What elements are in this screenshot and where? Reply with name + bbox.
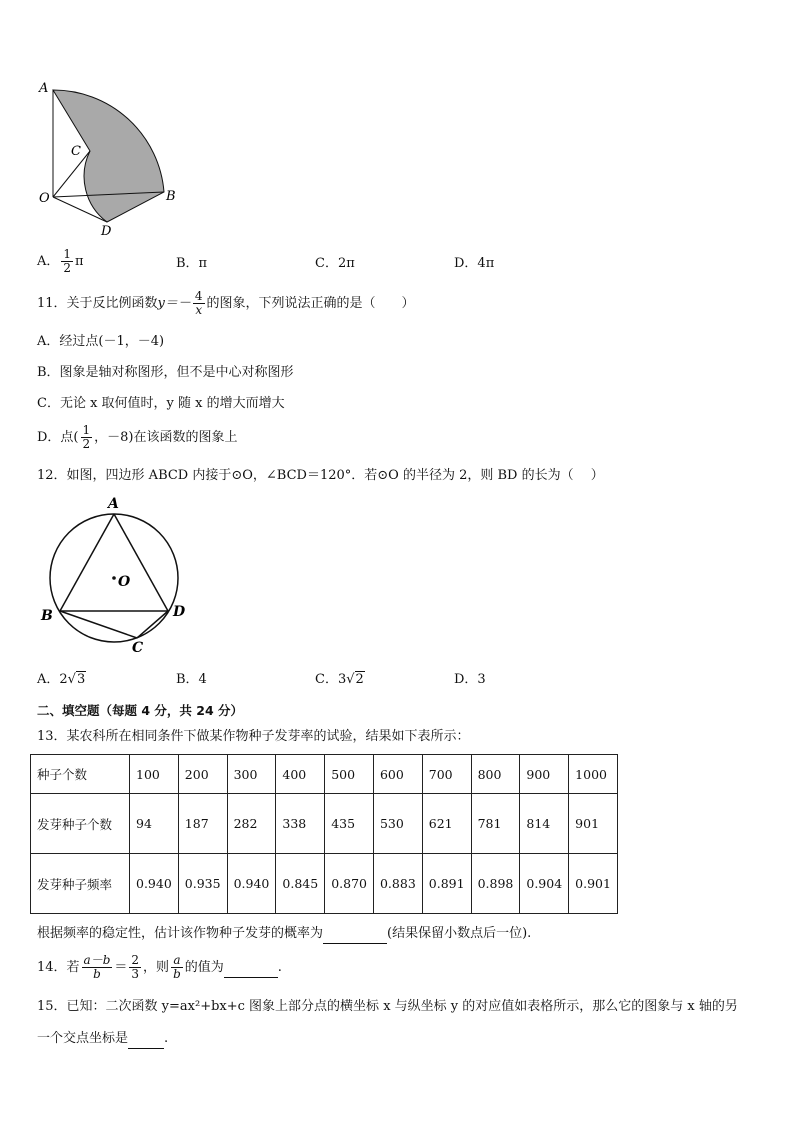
sector-figure	[36, 80, 186, 240]
label-A: A	[108, 496, 119, 512]
row-header: 发芽种子个数	[31, 794, 130, 854]
label-C: C	[132, 640, 144, 656]
label-O: O	[39, 191, 50, 206]
label-A: A	[39, 81, 49, 96]
label-O: O	[118, 574, 131, 590]
germination-table	[30, 754, 618, 914]
q15-line2: 一个交点坐标是 .	[37, 1030, 168, 1049]
answer-blank[interactable]	[224, 959, 278, 978]
q12-stem: 12．如图，四边形 ABCD 内接于⊙O，∠BCD＝120°．若⊙O 的半径为 2，则 BD 的长为（ ）	[37, 468, 604, 483]
q14-stem: 14．若 $\frac{a-b}{b}$ ＝ $\frac{2}{3}$ ，则 $\frac{a}{b}$ 的值为 .	[37, 953, 282, 981]
circle-figure	[36, 492, 196, 657]
section-title: 二、填空题（每题 4 分，共 24 分）	[37, 703, 244, 718]
label-D: D	[173, 604, 186, 620]
q13-stem: 13．某农科所在相同条件下做某作物种子发芽率的试验，结果如下表所示：	[37, 729, 470, 744]
table-row: 发芽种子频率 0.940 0.935 0.940 0.845 0.870 0.883 0.891 0.898 0.904 0.901	[31, 854, 618, 914]
q12-option-b: B．4	[176, 672, 207, 687]
row-header: 发芽种子频率	[31, 854, 130, 914]
row-header: 种子个数	[31, 755, 130, 794]
q12-option-d: D．3	[454, 672, 486, 687]
label-B: B	[166, 189, 176, 204]
q13-followup: 根据频率的稳定性，估计该作物种子发芽的概率为 (结果保留小数点后一位).	[37, 925, 531, 944]
label-C: C	[71, 144, 81, 159]
q11-option-c: C．无论 x 取何值时，y 随 x 的增大而增大	[37, 396, 285, 411]
shaded-region	[53, 90, 164, 222]
q11-stem: 11．关于反比例函数y＝－ $\frac{4}{x}$ 的图象，下列说法正确的是（ ）	[37, 289, 415, 317]
table-row: 种子个数 100 200 300 400 500 600 700 800 900 1000	[31, 755, 618, 794]
q11-option-b: B．图象是轴对称图形，但不是中心对称图形	[37, 365, 294, 380]
q15-line1: 15．已知：二次函数 y=ax²+bx+c 图象上部分点的横坐标 x 与纵坐标 y 的对应值如表格所示，那么它的图象与 x 轴的另	[37, 999, 738, 1014]
q12-option-a: A．2√3	[37, 672, 86, 687]
q11-option-d: D．点( $\frac{1}{2}$ ，－8)在该函数的图象上	[37, 423, 238, 451]
q10-option-a: A． $\frac{1}{2}$ π	[37, 247, 84, 275]
q10-option-c: C．2π	[315, 256, 355, 271]
q12-option-c: C．3√2	[315, 672, 364, 687]
label-D: D	[101, 224, 112, 239]
label-B: B	[41, 608, 53, 624]
q11-option-a: A．经过点(－1，－4)	[37, 334, 165, 349]
q10-option-b: B．π	[176, 256, 208, 271]
answer-blank[interactable]	[323, 925, 387, 944]
q10-option-d: D．4π	[454, 256, 495, 271]
answer-blank[interactable]	[128, 1030, 164, 1049]
table-row: 发芽种子个数 94 187 282 338 435 530 621 781 814 901	[31, 794, 618, 854]
fraction: $\frac{1}{2}$	[63, 247, 72, 275]
